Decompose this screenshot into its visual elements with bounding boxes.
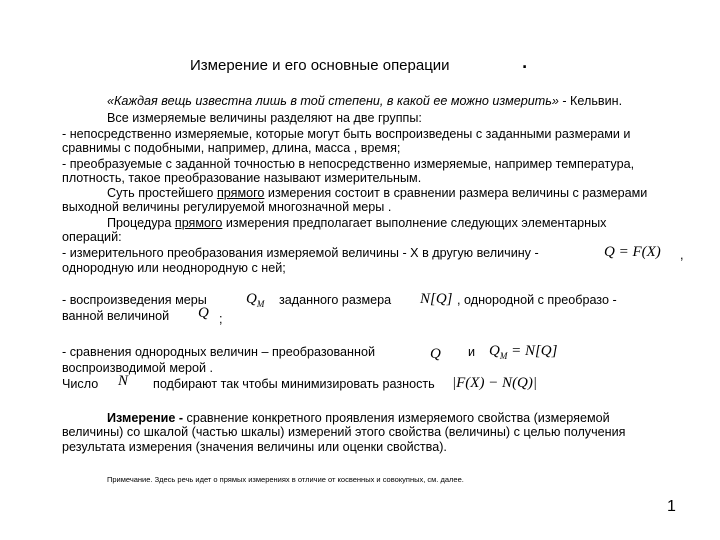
text-line-15b: и <box>468 345 476 359</box>
text-line-15a: - сравнения однородных величин – преобразованной <box>62 345 375 359</box>
formula-q2: Q <box>430 346 441 362</box>
quote-author: - Кельвин. <box>558 94 623 108</box>
footnote: Примечание. Здесь речь идет о прямых измерениях в отличие от косвенных и совокупных, см. далее. <box>107 475 464 484</box>
text-line-11: - измерительного преобразования измеряемой величины - Х в другую величину - <box>62 246 539 260</box>
text-line-17a: Число <box>62 377 99 391</box>
page-number: 1 <box>667 498 676 515</box>
text-line-14: ванной величиной <box>62 309 170 323</box>
text-line-13c: , однородной с преобразо - <box>457 293 617 307</box>
text-line-5: - преобразуемые с заданной точностью в непосредственно измеряемые, например температура, <box>62 157 635 171</box>
text-line-10: операций: <box>62 230 122 244</box>
formula-q-m2-base: Q <box>489 343 500 359</box>
quote: «Каждая вещь известна лишь в той степени, в какой ее можно измерить» <box>107 94 559 108</box>
quote-line <box>107 94 622 109</box>
text-line-11-comma: , <box>680 248 684 262</box>
slide-title: Измерение и его основные операции <box>190 57 450 74</box>
text-line-7 <box>107 186 647 201</box>
formula-q-m <box>246 291 264 312</box>
formula-q-m-sub: M <box>256 299 265 309</box>
title-dot: . <box>521 44 529 74</box>
formula-q-m-base: Q <box>246 291 257 307</box>
text-line-7c: измерения состоит в сравнении размера величины с размерами <box>264 186 648 200</box>
text-line-16: воспроизводимой мерой . <box>62 361 214 375</box>
text-line-14-semi: ; <box>219 312 223 326</box>
text-line-2: Все измеряемые величины разделяют на две группы: <box>107 111 422 125</box>
text-line-13a: - воспроизведения меры <box>62 293 207 307</box>
formula-q-m2-rhs: = N[Q] <box>507 343 558 359</box>
text-line-9 <box>107 216 606 231</box>
formula-q-m2-sub: M <box>499 351 508 361</box>
text-line-7-underlined: прямого <box>216 186 265 200</box>
text-line-3: - непосредственно измеряемые, которые могут быть воспроизведены с заданными размерами и <box>62 127 631 141</box>
text-line-17b: подбирают так чтобы минимизировать разность <box>153 377 435 391</box>
formula-n: N <box>118 373 129 389</box>
text-line-9-underlined: прямого <box>174 216 223 230</box>
definition-line-2: величины) со шкалой (частью шкалы) измерений этого свойства (величины) с целью получения <box>62 425 626 439</box>
formula-q: Q <box>198 305 209 321</box>
text-line-13b: заданного размера <box>279 293 392 307</box>
text-line-9c: измерения предполагает выполнение следующих элементарных <box>222 216 607 230</box>
definition-line-3: результата измерения (значения величины или оценки свойства). <box>62 440 447 454</box>
definition-term: Измерение - <box>107 411 184 425</box>
formula-q-m-eq <box>489 343 557 364</box>
definition-line-1 <box>107 411 610 426</box>
definition-text-1: сравнение конкретного проявления измеряемого свойства (измеряемой <box>183 411 610 425</box>
text-line-9a: Процедура <box>107 216 175 230</box>
text-line-8: выходной величины регулируемой многозначной меры . <box>62 200 392 214</box>
formula-n-q: N[Q] <box>420 291 453 307</box>
formula-q-eq-f: Q = F(X) <box>604 244 661 260</box>
text-line-6: плотность, такое преобразование называют измерительным. <box>62 171 422 185</box>
text-line-4: сравнимы с подобными, например, длина, масса , время; <box>62 141 401 155</box>
text-line-7a: Суть простейшего <box>107 186 217 200</box>
text-line-12: однородную или неоднородную с ней; <box>62 261 286 275</box>
formula-diff: |F(X) − N(Q)| <box>452 375 538 391</box>
